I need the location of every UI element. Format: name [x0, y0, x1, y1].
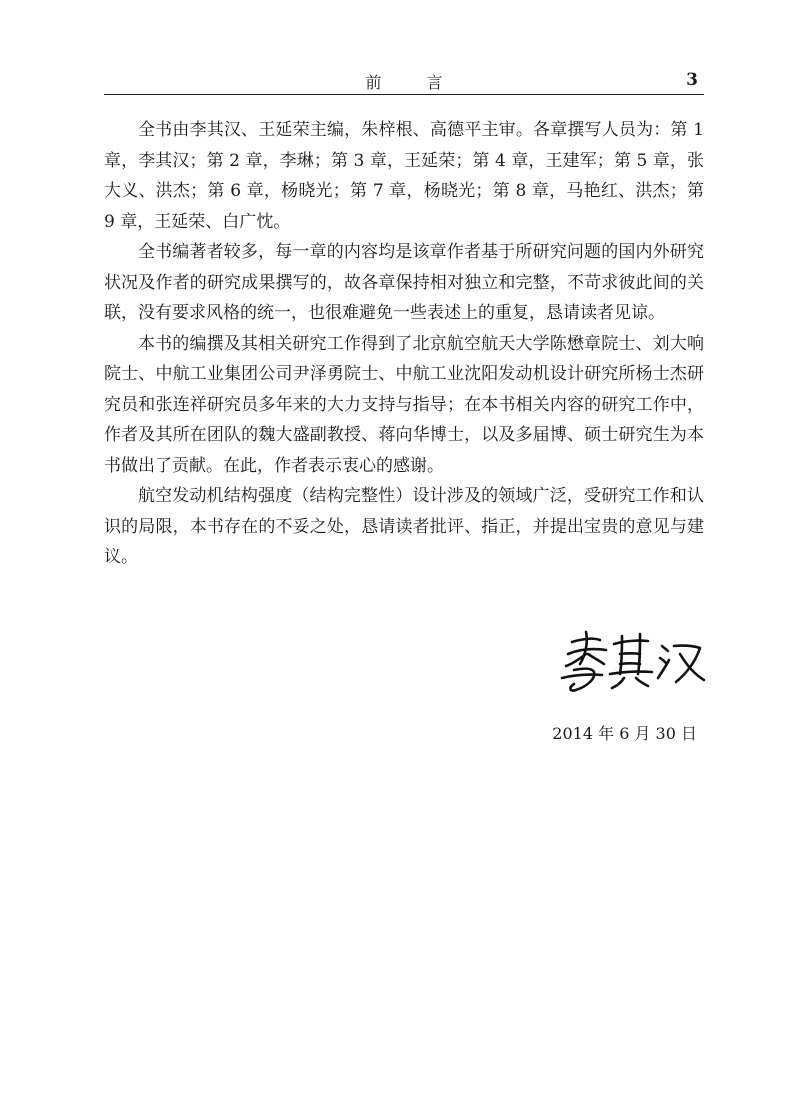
header-title: 前 言 — [365, 73, 463, 92]
page-number: 3 — [686, 70, 698, 90]
paragraph-acknowledgements: 本书的编撰及其相关研究工作得到了北京航空航天大学陈懋章院士、刘大响院士、中航工业集团公司尹泽勇院士、中航工业沈阳发动机设计研究所杨士杰研究员和张连祥研究员多年来的大力支持与指导；在本书相关内容的研究工作中，作者及其所在团队的魏大盛副教授、蒋向华博士，以及多届博、硕士研究生为本书做出了贡献。在此，作者表示衷心的感谢。 — [104, 333, 704, 476]
paragraph-request-feedback: 航空发动机结构强度（结构完整性）设计涉及的领域广泛，受研究工作和认识的局限，本书存在的不妥之处，恳请读者批评、指正，并提出宝贵的意见与建议。 — [104, 486, 704, 567]
page-header — [104, 64, 704, 95]
date: 2014 年 6 月 30 日 — [552, 724, 697, 743]
preface-body — [104, 115, 704, 573]
paragraph-authors: 全书由李其汉、王延荣主编，朱梓根、高德平主审。各章撰写人员为：第 1 章，李其汉；第 2 章，李琳；第 3 章，王延荣；第 4 章，王建军；第 5 章，张大义、洪杰；第 6 章，杨晓光；第 7 章，杨晓光；第 8 章，马艳红、洪杰；第 9 章，王延荣、白广忱。 — [104, 120, 704, 232]
handwritten-signature — [558, 628, 708, 698]
paragraph-note: 全书编著者较多，每一章的内容均是该章作者基于所研究问题的国内外研究状况及作者的研究成果撰写的，故各章保持相对独立和完整，不苛求彼此间的关联，没有要求风格的统一，也很难避免一些表述上的重复，恳请读者见谅。 — [104, 242, 704, 323]
